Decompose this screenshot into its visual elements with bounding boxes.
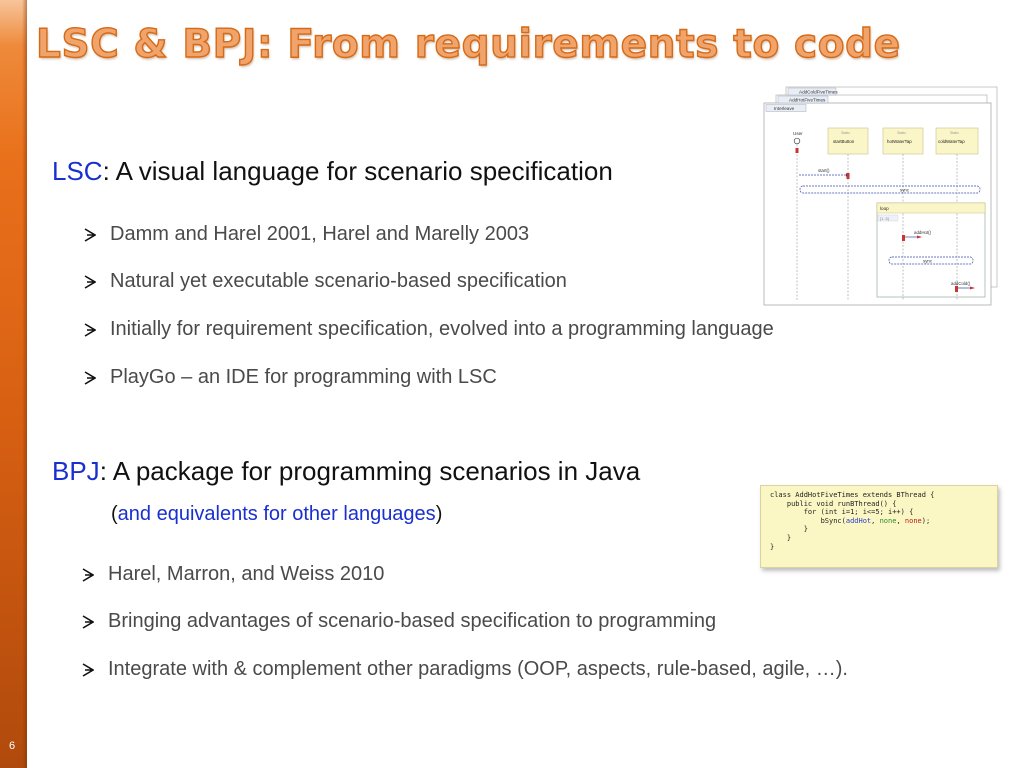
code-line: }	[770, 525, 808, 534]
code-line: }	[770, 542, 775, 551]
bpj-heading-text: : A package for programming scenarios in Java	[99, 456, 641, 486]
bpj-bullet-text: Harel, Marron, and Weiss 2010	[108, 563, 385, 585]
bpj-sub-link: and equivalents for other languages	[117, 503, 436, 525]
code-token-addhot: addHot	[845, 516, 872, 525]
code-sample	[760, 485, 998, 568]
diagram-loop-range: [1..5]	[880, 216, 889, 221]
code-line: public void runBThread() {	[770, 499, 897, 508]
lsc-bullet-2	[84, 270, 567, 293]
bpj-bullet-text: Bringing advantages of scenario-based specification to programming	[108, 610, 717, 632]
diagram-message-1: start()	[818, 168, 830, 173]
slide-title: LSC & BPJ: From requirements to code	[36, 22, 901, 67]
code-line: }	[770, 533, 792, 542]
lifeline-label-2: hotWaterTap	[887, 139, 912, 144]
diagram-message-4: sync	[923, 258, 933, 264]
bpj-bullet-1	[82, 563, 384, 586]
arrow-bullet-icon	[84, 323, 96, 337]
code-token: ,	[871, 516, 880, 525]
page-number: 6	[9, 740, 16, 752]
lsc-bullet-text: PlayGo – an IDE for programming with LSC	[110, 366, 497, 388]
lsc-bullet-text: Damm and Harel 2001, Harel and Marelly 2003	[110, 223, 530, 245]
lsc-heading-text: : A visual language for scenario specification	[102, 156, 613, 186]
bpj-heading	[52, 456, 640, 487]
code-token: bSync(	[770, 516, 846, 525]
sidebar-accent-bar	[0, 0, 27, 768]
bpj-sub-open: (	[111, 503, 118, 525]
arrow-bullet-icon	[84, 228, 96, 242]
diagram-message-2: sync	[900, 187, 910, 193]
lifeline-label-1: startButton	[833, 139, 855, 144]
lsc-bullet-4	[84, 366, 497, 389]
lifeline-label-3: coldWaterTap	[938, 139, 965, 144]
arrow-bullet-icon	[82, 568, 94, 582]
code-token: );	[921, 516, 931, 525]
arrow-bullet-icon	[84, 371, 96, 385]
diagram-loop-label: loop	[880, 206, 889, 211]
lifeline-stereotype-1: Static	[841, 131, 850, 135]
bpj-keyword: BPJ	[52, 456, 100, 486]
lsc-bullet-3	[84, 318, 774, 341]
lsc-bullet-1	[84, 223, 529, 246]
lsc-bullet-text: Natural yet executable scenario-based specification	[110, 270, 567, 292]
lsc-keyword: LSC	[52, 156, 103, 186]
lifeline-stereotype-3: Static	[950, 131, 959, 135]
code-token-none: none	[879, 516, 897, 525]
bpj-sub-close: )	[435, 503, 443, 525]
bpj-bullet-3	[82, 658, 848, 681]
diagram-message-3: addHot()	[914, 230, 932, 235]
bpj-bullet-text: Integrate with & complement other paradigms (OOP, aspects, rule-based, agile, …).	[108, 658, 848, 680]
code-line: class AddHotFiveTimes extends BThread {	[770, 491, 935, 499]
code-line-bsync	[770, 517, 997, 526]
diagram-tab-3: Interleave	[774, 106, 795, 111]
arrow-bullet-icon	[82, 615, 94, 629]
arrow-bullet-icon	[82, 663, 94, 677]
lsc-bullet-text: Initially for requirement specification, evolved into a programming language	[110, 318, 774, 340]
lsc-heading	[52, 156, 613, 187]
lsc-diagram	[762, 85, 999, 307]
code-token: ,	[896, 516, 905, 525]
code-token-none: none	[904, 516, 922, 525]
code-line: for (int i=1; i<=5; i++) {	[770, 508, 914, 517]
bpj-bullet-2	[82, 610, 716, 633]
diagram-message-5: addCold()	[951, 281, 971, 286]
arrow-bullet-icon	[84, 275, 96, 289]
bpj-subheading	[111, 503, 442, 526]
diagram-tab-2: AddHotFiveTimes	[789, 97, 826, 103]
diagram-tab-1: AddColdFiveTimes	[799, 89, 838, 95]
lifeline-stereotype-2: Static	[897, 131, 906, 135]
diagram-actor-label: User	[793, 131, 803, 136]
